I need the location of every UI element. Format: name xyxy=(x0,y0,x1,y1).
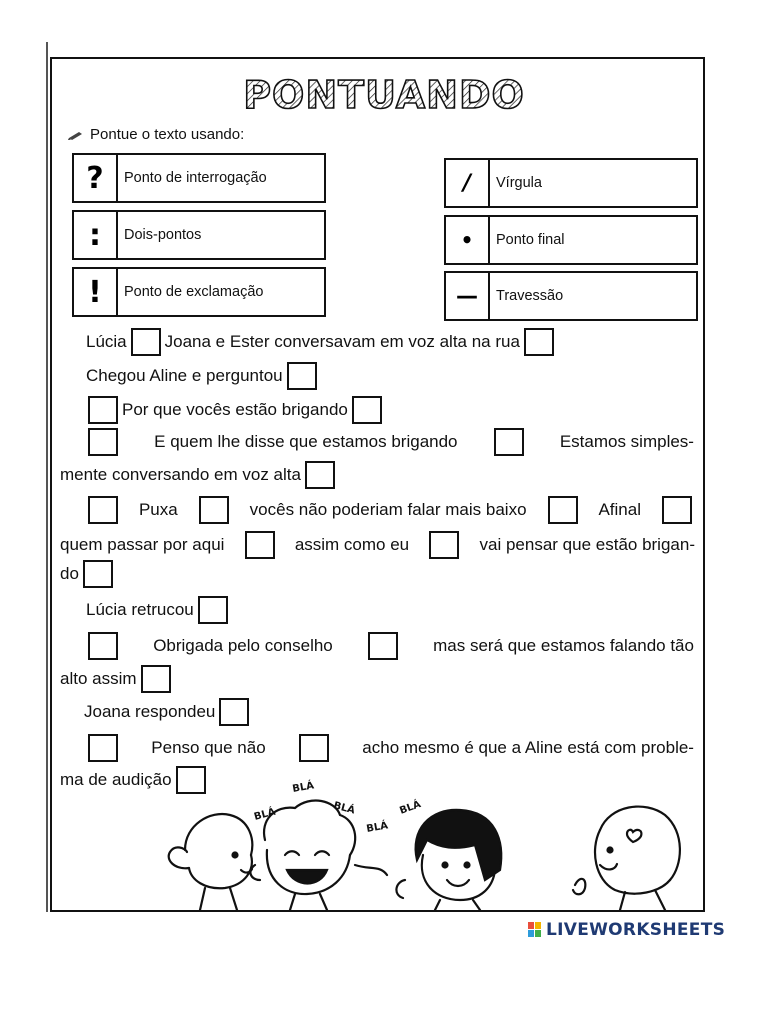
dash-icon: — xyxy=(446,273,490,319)
pencil-icon xyxy=(68,130,84,140)
answer-box[interactable] xyxy=(429,531,459,559)
answer-box[interactable] xyxy=(219,698,249,726)
children-illustration xyxy=(155,770,695,910)
answer-box[interactable] xyxy=(352,396,382,424)
answer-box[interactable] xyxy=(88,734,118,762)
answer-box[interactable] xyxy=(305,461,335,489)
legend-dash xyxy=(444,271,698,321)
comma-icon: / xyxy=(446,160,490,206)
child-right-drawing xyxy=(573,807,680,910)
exclamation-mark-icon: ! xyxy=(74,269,118,315)
text-line-1: Lúcia Joana e Ester conversavam em voz alta na rua xyxy=(86,328,558,356)
question-mark-icon: ? xyxy=(74,155,118,201)
answer-box[interactable] xyxy=(368,632,398,660)
answer-box[interactable] xyxy=(548,496,578,524)
text-line-5: mente conversando em voz alta xyxy=(60,461,339,489)
legend-label: Dois-pontos xyxy=(124,227,202,243)
text-line-3: Por que vocês estão brigando xyxy=(84,396,386,424)
legend-label: Vírgula xyxy=(496,175,542,191)
text-line-6: Puxa vocês não poderiam falar mais baixo Afinal xyxy=(84,496,696,524)
text-line-2: Chegou Aline e perguntou xyxy=(86,362,321,390)
text-line-13: Penso que não acho mesmo é que a Aline está com proble- xyxy=(84,734,694,762)
instruction-text: Pontue o texto usando: xyxy=(90,126,245,143)
text-line-9: Lúcia retrucou xyxy=(86,596,232,624)
answer-box[interactable] xyxy=(88,428,118,456)
brand-text: LIVEWORKSHEETS xyxy=(546,920,726,940)
legend-colon xyxy=(72,210,326,260)
answer-box[interactable] xyxy=(141,665,171,693)
answer-box[interactable] xyxy=(524,328,554,356)
legend-label: Travessão xyxy=(496,288,564,304)
text-line-10: Obrigada pelo conselho mas será que estamos falando tão xyxy=(84,632,694,660)
legend-comma xyxy=(444,158,698,208)
instruction xyxy=(68,126,244,143)
child-dark-hair-drawing xyxy=(396,810,501,910)
liveworksheets-logo-icon xyxy=(528,922,542,938)
text-line-8: do xyxy=(60,560,117,588)
answer-box[interactable] xyxy=(83,560,113,588)
liveworksheets-brand[interactable] xyxy=(528,920,725,940)
text-line-12: Joana respondeu xyxy=(84,698,253,726)
answer-box[interactable] xyxy=(662,496,692,524)
period-icon: • xyxy=(446,217,490,263)
legend-label: Ponto de interrogação xyxy=(124,170,267,186)
answer-box[interactable] xyxy=(299,734,329,762)
bla-label: BLÁ xyxy=(332,800,357,817)
bla-label: BLÁ xyxy=(365,820,389,835)
legend-question-mark xyxy=(72,153,326,203)
legend-exclamation-mark xyxy=(72,267,326,317)
page-margin-line xyxy=(46,42,48,912)
bla-label: BLÁ xyxy=(398,799,423,817)
text-line-14: ma de audição xyxy=(60,766,210,794)
text-line-4: E quem lhe disse que estamos brigando Estamos simples- xyxy=(84,428,694,456)
bla-label: BLÁ xyxy=(291,780,315,795)
legend-period xyxy=(444,215,698,265)
legend-label: Ponto de exclamação xyxy=(124,284,264,300)
text-line-11: alto assim xyxy=(60,665,175,693)
colon-icon: : xyxy=(74,212,118,258)
bla-label: BLÁ xyxy=(252,806,277,823)
worksheet-title xyxy=(228,70,540,118)
answer-box[interactable] xyxy=(245,531,275,559)
answer-box[interactable] xyxy=(88,496,118,524)
text-line-7: quem passar por aqui assim como eu vai pensar que estão brigan- xyxy=(60,531,695,559)
answer-box[interactable] xyxy=(198,596,228,624)
answer-box[interactable] xyxy=(287,362,317,390)
legend-label: Ponto final xyxy=(496,232,565,248)
title-text: PONTUANDO xyxy=(243,73,525,117)
answer-box[interactable] xyxy=(199,496,229,524)
answer-box[interactable] xyxy=(131,328,161,356)
answer-box[interactable] xyxy=(88,396,118,424)
answer-box[interactable] xyxy=(494,428,524,456)
child-left-drawing xyxy=(169,814,253,910)
answer-box[interactable] xyxy=(88,632,118,660)
